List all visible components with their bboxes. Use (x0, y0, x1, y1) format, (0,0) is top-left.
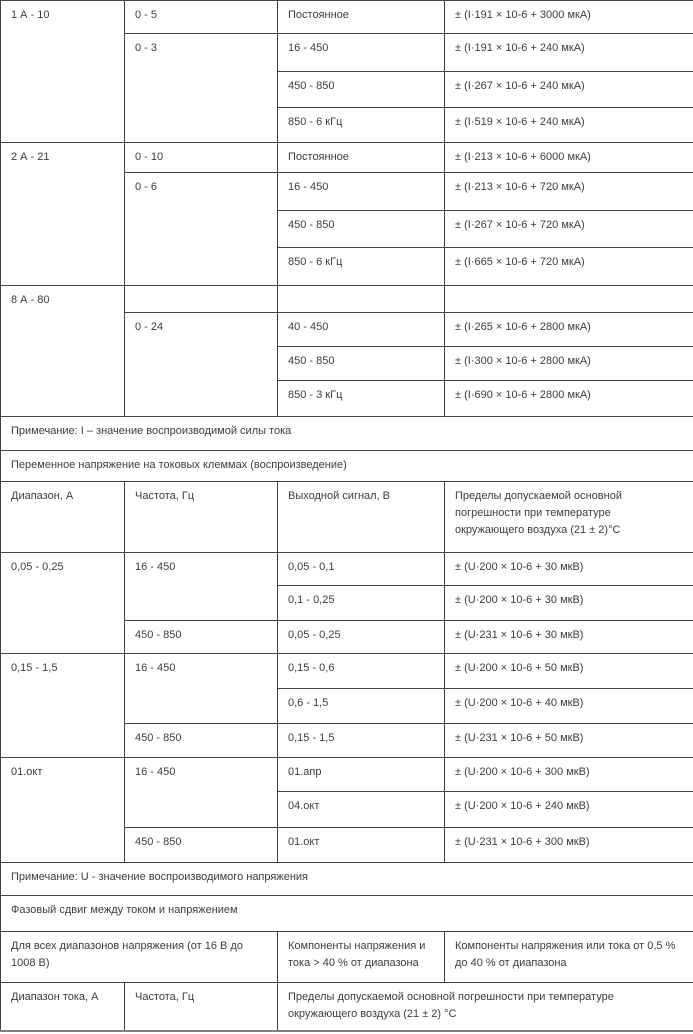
table-cell: 16 - 450 (125, 654, 278, 724)
table-cell: ± (U·200 × 10-6 + 30 мкВ) (445, 553, 693, 586)
table-cell: 01.окт (278, 828, 445, 863)
table-cell: 0,05 - 0,25 (278, 621, 445, 654)
column-header-cell: Частота, Гц (125, 983, 278, 1031)
table-cell: ± (U·231 × 10-6 + 300 мкВ) (445, 828, 693, 863)
table-row (1, 553, 693, 586)
table-cell: 0 - 5 (125, 1, 278, 34)
column-header-cell: Частота, Гц (125, 482, 278, 553)
table-cell: ± (U·200 × 10-6 + 300 мкВ) (445, 758, 693, 792)
table-cell: 16 - 450 (125, 553, 278, 621)
table-cell: 0,05 - 0,1 (278, 553, 445, 586)
table-cell: 01.апр (278, 758, 445, 792)
table-cell: 850 - 6 кГц (278, 108, 445, 143)
table-cell: 0,15 - 0,6 (278, 654, 445, 689)
table-cell: ± (I·267 × 10-6 + 240 мкА) (445, 72, 693, 108)
table-cell: Постоянное (278, 143, 445, 173)
table-cell: 04.окт (278, 792, 445, 828)
column-header-cell: Пределы допускаемой основной погрешности при температуре окружающего воздуха (21 ± 2)°С (445, 482, 693, 553)
table-cell: 16 - 450 (278, 173, 445, 211)
table-cell: 450 - 850 (278, 347, 445, 381)
table-cell: ± (U·231 × 10-6 + 50 мкВ) (445, 724, 693, 758)
note-row (1, 417, 693, 451)
table-cell: ± (U·200 × 10-6 + 50 мкВ) (445, 654, 693, 689)
table-row (1, 143, 693, 173)
table-cell: 450 - 850 (278, 211, 445, 248)
table-cell: 450 - 850 (125, 724, 278, 758)
section-header-cell: Переменное напряжение на токовых клеммах (воспроизведение) (1, 451, 693, 482)
note-cell: Примечание: U - значение воспроизводимого напряжения (1, 863, 693, 896)
table-cell: 0,1 - 0,25 (278, 586, 445, 621)
table-row (1, 932, 693, 983)
column-header-row (1, 983, 693, 1031)
table-cell: ± (I·213 × 10-6 + 6000 мкА) (445, 143, 693, 173)
table-cell: 450 - 850 (125, 621, 278, 654)
table-row (1, 286, 693, 313)
table-cell: 850 - 3 кГц (278, 381, 445, 417)
table-cell: Постоянное (278, 1, 445, 34)
table-cell: 01.окт (1, 758, 125, 863)
table-cell: 850 - 6 кГц (278, 248, 445, 286)
table-cell: ± (U·200 × 10-6 + 240 мкВ) (445, 792, 693, 828)
table-row (1, 758, 693, 792)
table-cell: 450 - 850 (278, 72, 445, 108)
table-cell: ± (U·200 × 10-6 + 40 мкВ) (445, 689, 693, 724)
note-row (1, 863, 693, 896)
table-cell: ± (U·231 × 10-6 + 30 мкВ) (445, 621, 693, 654)
column-header-cell: Выходной сигнал, В (278, 482, 445, 553)
table-cell: ± (I·265 × 10-6 + 2800 мкА) (445, 313, 693, 347)
section-header-row (1, 896, 693, 932)
table-cell: 1 А - 10 (1, 1, 125, 143)
table-cell: 0,15 - 1,5 (278, 724, 445, 758)
table-cell: ± (I·300 × 10-6 + 2800 мкА) (445, 347, 693, 381)
table-cell: 2 А - 21 (1, 143, 125, 286)
table-cell: 0 - 6 (125, 173, 278, 286)
section-header-row (1, 451, 693, 482)
column-header-cell: Диапазон, А (1, 482, 125, 553)
table-cell: 0 - 10 (125, 143, 278, 173)
table-cell: ± (I·213 × 10-6 + 720 мкА) (445, 173, 693, 211)
note-cell: Примечание: I – значение воспроизводимой силы тока (1, 417, 693, 451)
table-cell: 0 - 24 (125, 313, 278, 417)
table-cell: 0 - 3 (125, 34, 278, 143)
table-cell: ± (I·191 × 10-6 + 3000 мкА) (445, 1, 693, 34)
column-header-cell: Пределы допускаемой основной погрешности при температуре окружающего воздуха (21 ± 2) °С (278, 983, 693, 1031)
table-cell: 16 - 450 (125, 758, 278, 828)
table-cell: 0,6 - 1,5 (278, 689, 445, 724)
table-cell: ± (I·519 × 10-6 + 240 мкА) (445, 108, 693, 143)
table-cell: ± (I·665 × 10-6 + 720 мкА) (445, 248, 693, 286)
column-header-cell: Диапазон тока, А (1, 983, 125, 1031)
table-cell: 0,15 - 1,5 (1, 654, 125, 758)
table-cell: Компоненты напряжения и тока > 40 % от диапазона (278, 932, 445, 983)
table-cell (445, 286, 693, 313)
table-cell: ± (I·267 × 10-6 + 720 мкА) (445, 211, 693, 248)
table-cell: 16 - 450 (278, 34, 445, 72)
table-cell: 450 - 850 (125, 828, 278, 863)
table-cell: ± (I·191 × 10-6 + 240 мкА) (445, 34, 693, 72)
table-cell (125, 286, 278, 313)
section-header-cell: Фазовый сдвиг между током и напряжением (1, 896, 693, 932)
table-cell: Для всех диапазонов напряжения (от 16 В до 1008 В) (1, 932, 278, 983)
table-cell: Компоненты напряжения или тока от 0,5 % до 40 % от диапазона (445, 932, 693, 983)
table-cell: 8 А - 80 (1, 286, 125, 417)
table-cell: 40 - 450 (278, 313, 445, 347)
table-cell: ± (I·690 × 10-6 + 2800 мкА) (445, 381, 693, 417)
table-cell: 0,05 - 0,25 (1, 553, 125, 654)
table-row (1, 654, 693, 689)
table-row (1, 1, 693, 34)
table-cell: ± (U·200 × 10-6 + 30 мкВ) (445, 586, 693, 621)
table-cell (278, 286, 445, 313)
column-header-row (1, 482, 693, 553)
table-body (1, 1, 693, 1031)
